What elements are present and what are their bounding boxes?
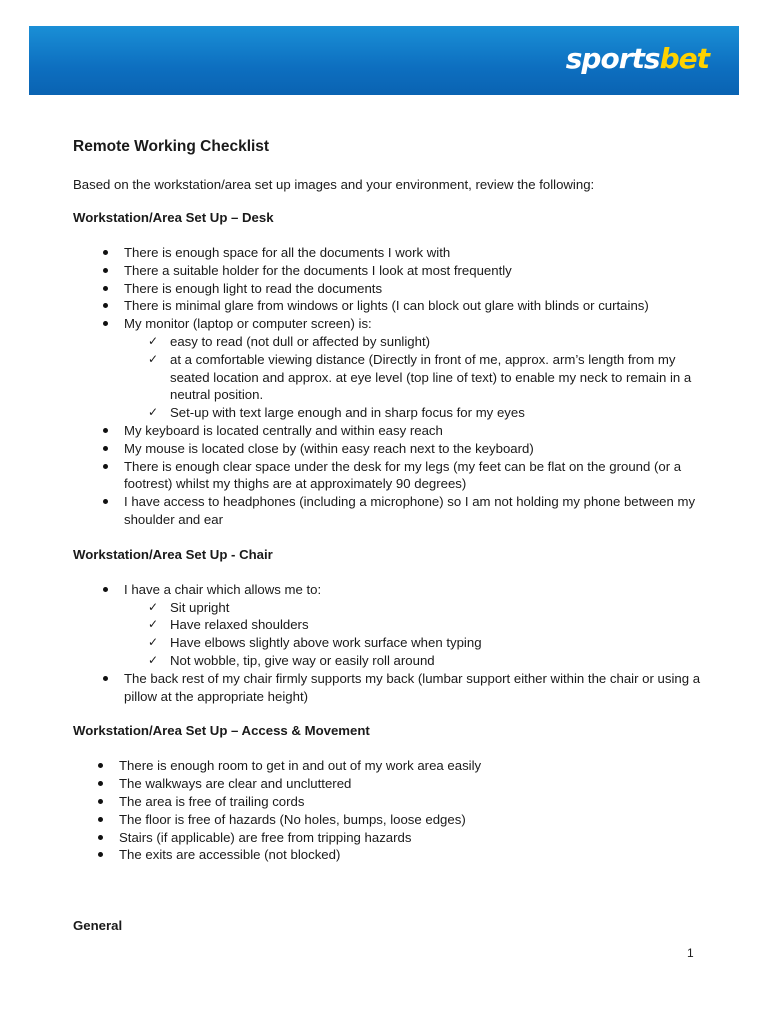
list-item: I have access to headphones (including a microphone) so I am not holding my phone between my shoulder and ear <box>73 493 713 529</box>
checkmark-icon: ✓ <box>148 599 159 614</box>
page-number: 1 <box>687 946 694 960</box>
check-item: ✓ Not wobble, tip, give way or easily roll around <box>148 652 435 668</box>
section-heading-desk: Workstation/Area Set Up – Desk <box>73 210 274 225</box>
desk-list <box>73 244 713 333</box>
header-banner <box>29 26 739 95</box>
document-title: Remote Working Checklist <box>73 138 270 155</box>
list-item: The back rest of my chair firmly supports my back (lumbar support either within the chair or using a pillow at the appropriate height) <box>73 670 713 706</box>
list-item: My keyboard is located centrally and within easy reach <box>73 422 713 440</box>
check-item: ✓ at a comfortable viewing distance (Directly in front of me, approx. arm’s length from my seated location and approx. at eye level (top line of text) to enable my neck to remain in a neutral position. <box>148 351 692 403</box>
check-item: ✓ Set-up with text large enough and in sharp focus for my eyes <box>148 405 525 421</box>
check-item: ✓ easy to read (not dull or affected by sunlight) <box>148 333 430 349</box>
checkmark-icon: ✓ <box>148 617 159 632</box>
list-item: I have a chair which allows me to: <box>73 581 713 599</box>
list-item: The area is free of trailing cords <box>73 793 713 811</box>
list-item: The floor is free of hazards (No holes, bumps, loose edges) <box>73 811 713 829</box>
section-heading-access: Workstation/Area Set Up – Access & Movement <box>73 723 370 739</box>
list-item: My mouse is located close by (within easy reach next to the keyboard) <box>73 440 713 458</box>
check-item: ✓ Have elbows slightly above work surface when typing <box>148 635 482 651</box>
checkmark-icon: ✓ <box>148 351 159 366</box>
desk-list-continued <box>73 422 713 529</box>
list-item: There is enough space for all the documents I work with <box>73 244 713 262</box>
chair-checklist <box>73 599 713 670</box>
checkmark-icon: ✓ <box>148 635 159 650</box>
list-item: There is enough clear space under the desk for my legs (my feet can be flat on the ground (or a footrest) whilst my thighs are at approximately 90 degrees) <box>73 458 713 494</box>
list-item: There is minimal glare from windows or lights (I can block out glare with blinds or curtains) <box>73 297 713 315</box>
sportsbet-logo: sportsbet <box>565 42 709 75</box>
chair-list <box>73 581 713 599</box>
intro-text: Based on the workstation/area set up images and your environment, review the following: <box>73 177 595 192</box>
list-item: There is enough room to get in and out of my work area easily <box>73 757 713 775</box>
section-heading-chair: Workstation/Area Set Up - Chair <box>73 546 273 562</box>
chair-list-continued <box>73 670 713 706</box>
list-item: There is enough light to read the documents <box>73 280 713 298</box>
check-item: ✓ Have relaxed shoulders <box>148 617 309 633</box>
list-item: My monitor (laptop or computer screen) is: <box>73 315 713 333</box>
monitor-checklist <box>73 333 713 422</box>
checkmark-icon: ✓ <box>148 652 159 667</box>
section-heading-general: General <box>73 918 123 934</box>
document-body <box>73 138 713 933</box>
checkmark-icon: ✓ <box>148 333 159 348</box>
access-list <box>73 757 713 864</box>
list-item: Stairs (if applicable) are free from tripping hazards <box>73 829 713 847</box>
list-item: The exits are accessible (not blocked) <box>73 846 713 864</box>
list-item: The walkways are clear and uncluttered <box>73 775 713 793</box>
checkmark-icon: ✓ <box>148 405 159 420</box>
list-item: There a suitable holder for the documents I look at most frequently <box>73 262 713 280</box>
check-item: ✓ Sit upright <box>148 599 230 615</box>
